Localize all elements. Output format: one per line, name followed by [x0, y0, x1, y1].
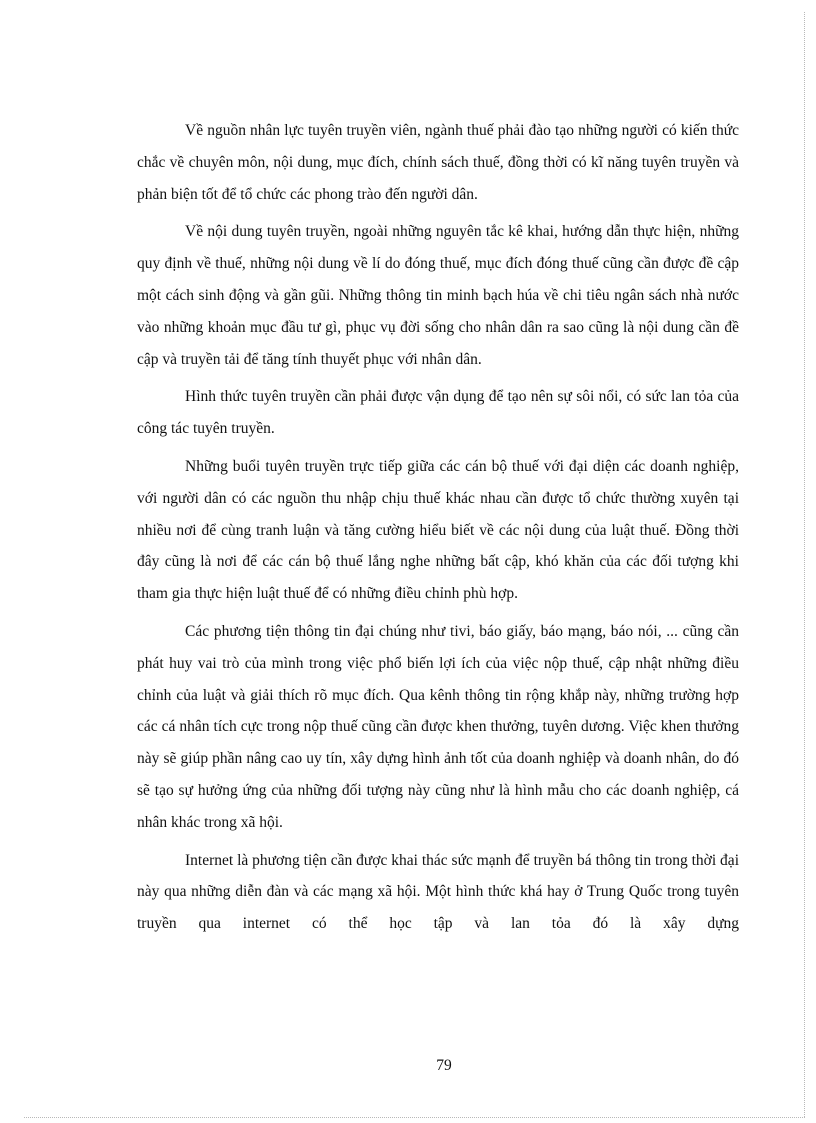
body-text — [137, 115, 739, 946]
paragraph-internet: Internet là phương tiện cần được khai thác sức mạnh để truyền bá thông tin trong thời đại này qua những diễn đàn và các mạng xã hội. Một hình thức khá hay ở Trung Quốc trong tuyên truyền qua internet có thể học tập và lan tỏa đó là xây dựng — [137, 851, 739, 933]
page-number: 79 — [436, 1057, 452, 1074]
paragraph-propaganda-content: Về nội dung tuyên truyền, ngoài những nguyên tắc kê khai, hướng dẫn thực hiện, những quy định về thuế, những nội dung về lí do đóng thuế, mục đích đóng thuế cũng cần được đề cập một cách sinh động và gần gũi. Những thông tin minh bạch húa về chi tiêu ngân sách nhà nước vào những khoản mục đầu tư gì, phục vụ đời sống cho nhân dân ra sao cũng là nội dung cần đề cập và truyền tải để tăng tính thuyết phục với nhân dân. — [137, 223, 739, 368]
paragraph-direct-sessions: Những buổi tuyên truyền trực tiếp giữa các cán bộ thuế với đại diện các doanh nghiệp, với người dân có các nguồn thu nhập chịu thuế khác nhau cần được tổ chức thường xuyên tại nhiều nơi để cùng tranh luận và tăng cường hiểu biết về các nội dung của luật thuế. Đồng thời đây cũng là nơi để các cán bộ thuế lắng nghe những bất cập, khó khăn của các đối tượng khi tham gia thực hiện luật thuế để có những điều chỉnh phù hợp. — [137, 457, 739, 603]
page-bottom-border — [24, 1117, 805, 1118]
paragraph-propaganda-form: Hình thức tuyên truyền cần phải được vận dụng để tạo nên sự sôi nổi, có sức lan tỏa của công tác tuyên truyền. — [137, 388, 739, 438]
paragraph-mass-media: Các phương tiện thông tin đại chúng như tivi, báo giấy, báo mạng, báo nói, ... cũng cần phát huy vai trò của mình trong việc phổ biến lợi ích của việc nộp thuế, cập nhật những điều chỉnh của luật và giải thích rõ mục đích. Qua kênh thông tin rộng khắp này, những trường hợp các cá nhân tích cực trong nộp thuế cũng cần được khen thưởng, tuyên dương. Việc khen thưởng này sẽ giúp phần nâng cao uy tín, xây dựng hình ảnh tốt của doanh nghiệp và doanh nhân, do đó sẽ tạo sự hưởng ứng của những đối tượng này cũng như là hình mẫu cho các doanh nghiệp, cá nhân khác trong xã hội. — [137, 622, 739, 831]
paragraph-human-resources: Về nguồn nhân lực tuyên truyền viên, ngành thuế phải đào tạo những người có kiến thức chắc về chuyên môn, nội dung, mục đích, chính sách thuế, đồng thời có kĩ năng tuyên truyền và phản biện tốt để tổ chức các phong trào đến người dân. — [137, 122, 739, 203]
page-right-border — [804, 12, 805, 1117]
